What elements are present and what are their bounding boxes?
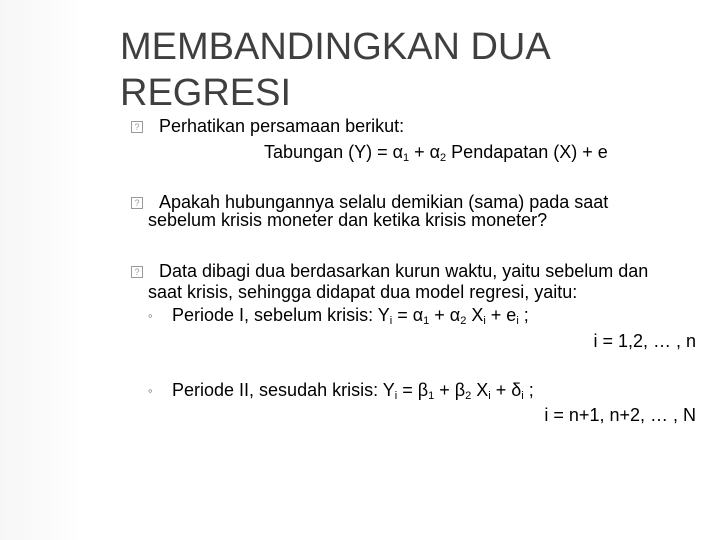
alpha-subscript: 2 bbox=[460, 315, 467, 327]
alpha-subscript: 1 bbox=[423, 315, 430, 327]
periode-1-prefix: Periode I, sebelum krisis: Y bbox=[172, 305, 390, 325]
title-line-2: REGRESI bbox=[120, 72, 292, 114]
alpha-subscript: 2 bbox=[440, 152, 447, 164]
x-subscript: i bbox=[483, 315, 486, 327]
bullet-marker-icon: ? bbox=[131, 121, 143, 133]
y-subscript: i bbox=[389, 315, 393, 327]
semicolon: ; bbox=[518, 305, 529, 325]
beta-subscript: 1 bbox=[428, 390, 435, 402]
equation-rhs: Pendapatan (X) + e bbox=[446, 142, 608, 162]
bullet-3-line-1: Data dibagi dua berdasarkan kurun waktu, yaitu sebelum dan bbox=[159, 261, 649, 281]
error-term: + e bbox=[485, 305, 517, 325]
semicolon: ; bbox=[523, 380, 534, 400]
bullet-marker-icon: ? bbox=[131, 266, 143, 278]
x-variable: X bbox=[466, 305, 484, 325]
periode-2-prefix: Periode II, sesudah krisis: Y bbox=[172, 380, 395, 400]
bullet-2-line-1: Apakah hubungannya selalu demikian (sama) pada saat bbox=[159, 192, 609, 212]
periode-2-equation bbox=[172, 380, 534, 401]
periode-2-index: i = n+1, n+2, … , N bbox=[544, 405, 696, 425]
alpha-symbol: α bbox=[412, 305, 424, 325]
periode-1-equation bbox=[172, 305, 529, 326]
x-variable: X bbox=[471, 380, 489, 400]
equals-sign: = bbox=[392, 305, 413, 325]
delta-symbol: δ bbox=[511, 380, 522, 400]
bullet-3-line-2: saat krisis, sehingga didapat dua model regresi, yaitu: bbox=[148, 282, 578, 302]
x-subscript: i bbox=[488, 390, 491, 402]
beta-symbol: β bbox=[454, 380, 466, 400]
slide-title bbox=[120, 24, 700, 116]
delta-subscript: i bbox=[521, 390, 524, 402]
sub-bullet-marker-icon: ◦ bbox=[148, 383, 153, 398]
beta-symbol: β bbox=[417, 380, 429, 400]
sub-bullet-marker-icon: ◦ bbox=[148, 308, 153, 323]
plus-sign: + bbox=[409, 142, 430, 162]
equation-lhs: Tabungan (Y) = bbox=[264, 142, 393, 162]
equals-sign: = bbox=[397, 380, 418, 400]
plus-sign: + bbox=[490, 380, 512, 400]
side-decorative-band bbox=[0, 0, 80, 540]
plus-sign: + bbox=[434, 380, 455, 400]
alpha-symbol: α bbox=[429, 142, 441, 162]
periode-1-index: i = 1,2, … , n bbox=[593, 331, 696, 351]
bullet-marker-icon: ? bbox=[131, 197, 143, 209]
beta-subscript: 2 bbox=[465, 390, 472, 402]
y-subscript: i bbox=[394, 390, 398, 402]
alpha-symbol: α bbox=[449, 305, 461, 325]
bullet-1-equation bbox=[264, 142, 608, 163]
alpha-symbol: α bbox=[392, 142, 403, 162]
title-line-1: MEMBANDINGKAN DUA bbox=[120, 26, 551, 68]
plus-sign: + bbox=[429, 305, 450, 325]
bullet-2-line-2: sebelum krisis moneter dan ketika krisis moneter? bbox=[148, 210, 548, 230]
alpha-subscript: 1 bbox=[403, 152, 410, 164]
bullet-1-text: Perhatikan persamaan berikut: bbox=[159, 116, 405, 136]
e-subscript: i bbox=[516, 315, 519, 327]
